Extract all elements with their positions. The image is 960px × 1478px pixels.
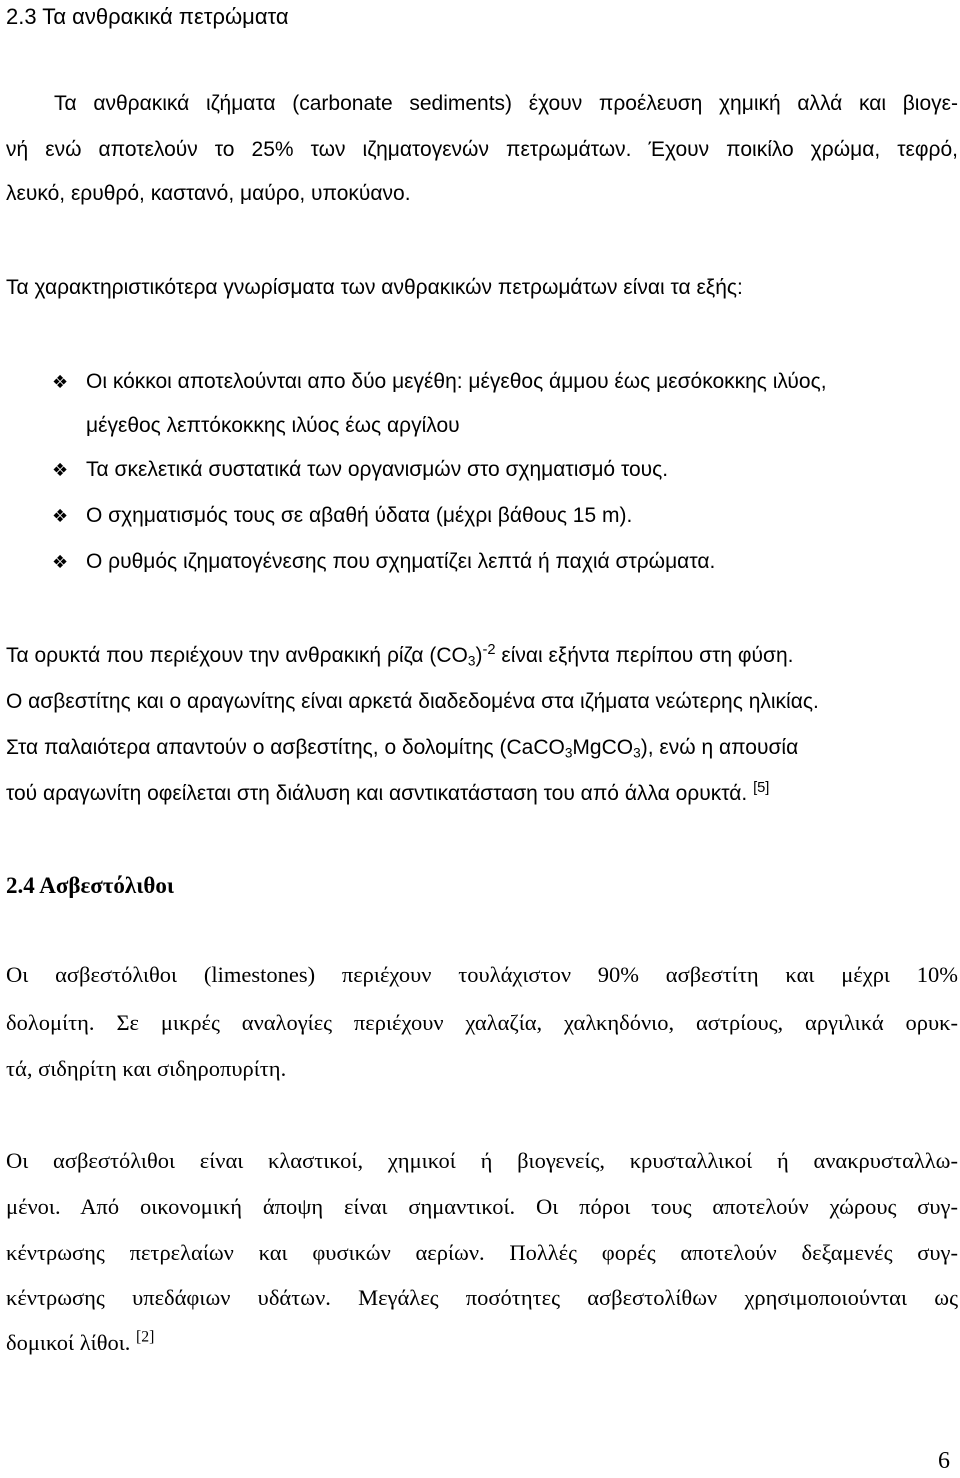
bullet-3: Ο σχηματισμός τους σε αβαθή ύδατα (μέχρι βάθους 15 m). xyxy=(86,504,633,527)
citation-ref: [5] xyxy=(753,779,770,796)
bullet-2: Τα σκελετικά συστατικά των οργανισμών στο σχηματισμό τους. xyxy=(86,458,669,481)
bullet-diamond-icon: ❖ xyxy=(52,372,69,393)
intro-line-2: νή ενώ αποτελούν το 25% των ιζηματογενών πετρωμάτων. Έχουν ποικίλο χρώμα, τεφρό, xyxy=(6,138,958,161)
minerals-line-4: τού αραγωνίτη οφείλεται στη διάλυση και ασντικατάσταση του από άλλα ορυκτά. [5] xyxy=(6,779,770,805)
limestone-p2-line-1: Οι ασβεστόλιθοι είναι κλαστικοί, χημικοί ή βιογενείς, κρυσταλλικοί ή ανακρυσταλλω- xyxy=(6,1148,958,1173)
section-title: 2.3 Τα ανθρακικά πετρώματα xyxy=(6,4,289,29)
limestone-p1-line-1: Οι ασβεστόλιθοι (limestones) περιέχουν τουλάχιστον 90% ασβεστίτη και μέχρι 10% xyxy=(6,962,958,987)
limestone-p2-line-4: κέντρωσης υπεδάφιων υδάτων. Μεγάλες ποσότητες ασβεστολίθων χρησιμοποιούνται ως xyxy=(6,1285,958,1310)
citation-ref: [2] xyxy=(136,1328,155,1346)
bullet-1-line-1: Οι κόκκοι αποτελούνται απο δύο μεγέθη: μέγεθος άμμου έως μεσόκοκκης ιλύος, xyxy=(86,370,827,393)
features-lead: Τα χαρακτηριστικότερα γνωρίσματα των ανθρακικών πετρωμάτων είναι τα εξής: xyxy=(6,276,743,299)
minerals-line-3: Στα παλαιότερα απαντούν ο ασβεστίτης, ο δολομίτης (CaCO$_3$MgCO$_3$), ενώ η απουσία xyxy=(6,736,799,761)
bullet-diamond-icon: ❖ xyxy=(52,460,69,481)
limestone-p1-line-2: δολομίτη. Σε μικρές αναλογίες περιέχουν χαλαζία, χαλκηδόνιο, αστρίους, αργιλικά ορυκ- xyxy=(6,1010,958,1035)
bullet-4: Ο ρυθμός ιζηματογένεσης που σχηματίζει λεπτά ή παχιά στρώματα. xyxy=(86,550,716,573)
intro-line-3: λευκό, ερυθρό, καστανό, μαύρο, υποκύανο. xyxy=(6,182,411,205)
limestone-p2-line-2: μένοι. Από οικονομική άποψη είναι σημαντικοί. Οι πόροι τους αποτελούν χώρους συγ- xyxy=(6,1194,958,1219)
limestone-p1-line-3: τά, σιδηρίτη και σιδηροπυρίτη. xyxy=(6,1056,287,1081)
intro-line-1: Τα ανθρακικά ιζήματα (carbonate sediments) έχουν προέλευση χημική αλλά και βιογε- xyxy=(54,92,958,115)
bullet-diamond-icon: ❖ xyxy=(52,506,69,527)
limestone-p2-line-3: κέντρωσης πετρελαίων και φυσικών αερίων. Πολλές φορές αποτελούν δεξαμενές συγ- xyxy=(6,1240,958,1265)
page-number: 6 xyxy=(938,1448,950,1474)
section-2-title: 2.4 Ασβεστόλιθοι xyxy=(6,873,174,898)
bullet-diamond-icon: ❖ xyxy=(52,552,69,573)
bullet-1-line-2: μέγεθος λεπτόκοκκης ιλύος έως αργίλου xyxy=(86,414,460,437)
minerals-line-1: Τα ορυκτά που περιέχουν την ανθρακική ρίζα $(CO_3)^{-2}$ είναι εξήντα περίπου στη φύση. xyxy=(6,641,794,669)
limestone-p2-line-5: δομικοί λίθοι. [2] xyxy=(6,1328,155,1355)
minerals-line-2: Ο ασβεστίτης και ο αραγωνίτης είναι αρκετά διαδεδομένα στα ιζήματα νεώτερης ηλικίας. xyxy=(6,690,819,713)
